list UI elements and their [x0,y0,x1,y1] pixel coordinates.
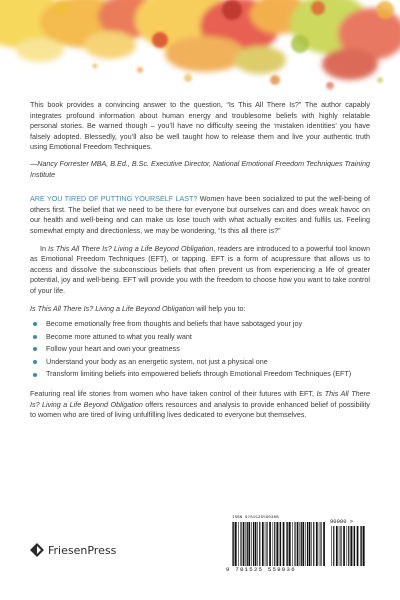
help-intro [30,304,370,315]
list-item: Understand your body as an energetic system, not just a physical one [30,357,370,368]
publisher-logo [30,542,116,558]
intro-paragraph [30,194,370,236]
list-item: Follow your heart and own your greatness [30,344,370,355]
friesenpress-logo-icon [30,543,44,557]
endorsement-attribution: —Nancy Forrester MBA, B.Ed., B.Sc. Executive Director, National Emotional Freedom Techniques Training Institute [30,158,370,179]
book-title-ref: Is This All There Is? Living a Life Beyond Obligation [30,389,371,409]
tool-pre: In [40,243,49,253]
tool-paragraph [30,244,370,297]
barcode-bars [232,522,327,566]
intro-text: Women have been socialized to put the well-being of others first. The belief that we need to be there for everyone but ourselves can and does wreak havoc on our health and well-being and can make us lose touch with what actually excites and fulfils us. Feeling somewhat empty and directionless, we may be wondering, “Is this all there is?” [30,194,370,235]
list-item: Become more attuned to what you really want [30,332,370,343]
book-title-ref: Is This All There Is? Living a Life Beyond Obligation [48,243,214,253]
endorsement-blurb: This book provides a convincing answer to the question, “Is This All There Is?” The author capably integrates profound information about human energy and troublesome beliefs with highly relatable personal stories. Be warned though – you’ll have no difficulty seeing the ‘mistaken identities’ you have falsely adopted. Blessedly, you’ll also be well taught how to release them and live your authentic truth using Emotional Freedom Techniques. [30,100,370,152]
closing-pre: Featuring real life stories from women who have taken control of their futures with EFT, [30,389,317,399]
barcode-digits: 9 781525 559036 [226,566,296,573]
tool-text: , readers are introduced to a powerful tool known as Emotional Freedom Techniques (EFT), or tapping. EFT is a form of acupressure that allows us to access and dissolve the subconscious beliefs that often prevent us from experiencing a life of greater potential, joy and well-being. EFT will provide you with the freedom to choose how you want to take control of your life. [30,243,370,295]
closing-text: offers resources and analysis to provide enhanced belief of possibility to women who are tired of living unfulfilling lives dedicated to everyone but themselves. [30,399,371,420]
list-item: Become emotionally free from thoughts and beliefs that have sabotaged your joy [30,319,370,330]
back-cover-text [30,100,370,428]
intro-lead-question: ARE YOU TIRED OF PUTTING YOURSELF LAST? [30,194,198,204]
book-title-ref: Is This All There Is? Living a Life Beyond Obligation [30,303,195,313]
price-code: 90000 > [330,518,354,525]
publisher-name: FriesenPress [48,543,117,557]
help-intro-text: will help you to: [194,303,246,313]
closing-paragraph [30,389,370,421]
barcode-addon-bars [331,526,367,566]
isbn-barcode [224,516,370,576]
isbn-label: ISBN 978152559036B [232,516,279,520]
benefits-list [30,319,370,380]
watercolor-splash-artwork [0,0,400,100]
list-item: Transform limiting beliefs into empowered beliefs through Emotional Freedom Techniques (EFT) [30,369,370,380]
